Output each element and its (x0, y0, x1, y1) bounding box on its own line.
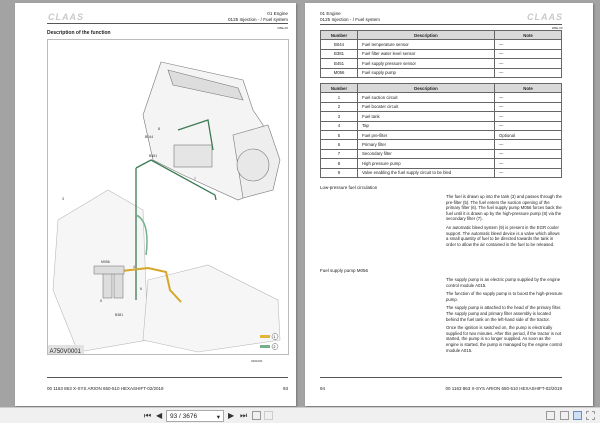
two-page-view-icon[interactable] (573, 411, 582, 420)
table-row (321, 102, 562, 111)
table-cell: Secondary filter (358, 149, 495, 158)
header-subsection: 0125 Injection - / Fuel system (227, 16, 288, 22)
page-number-input[interactable] (166, 410, 224, 422)
table-cell: Fuel tank (358, 112, 495, 121)
table-cell: Primary filter (358, 140, 495, 149)
right-page (305, 3, 593, 406)
single-page-view-icon[interactable] (546, 411, 555, 420)
column-header: Note (495, 84, 562, 93)
table-cell: 8 (321, 159, 358, 168)
table-cell: High pressure pump (358, 159, 495, 168)
table-cell: Tap (358, 121, 495, 130)
table-row (321, 149, 562, 158)
figure-ref: 3201001 (251, 359, 263, 363)
header-section: 01 Engine (320, 11, 341, 16)
footer-doc: 00 1163 863 X-SYS ARION 650-510 HEXASHIFT-02/2019 (47, 386, 164, 391)
last-page-button[interactable]: ⏭ (240, 411, 248, 420)
table-row (321, 49, 562, 58)
sensor-table (320, 30, 562, 78)
callout-5: 5 (100, 299, 102, 303)
table-cell: — (495, 159, 562, 168)
engine-drawing (143, 62, 280, 200)
legend-swatch-2 (260, 345, 270, 348)
table-cell: 9 (321, 168, 358, 177)
prev-page-button[interactable]: ◀ (156, 411, 163, 420)
table-cell: — (495, 112, 562, 121)
claas-logo: CLAAS (48, 12, 84, 22)
continuous-view-icon[interactable] (560, 411, 569, 420)
component-table (320, 83, 562, 178)
table-cell: Fuel temperature sensor (358, 40, 495, 49)
callout-4: 4 (133, 265, 135, 269)
table-cell: Fuel pre-filter (358, 130, 495, 139)
table-cell: — (495, 140, 562, 149)
legend-swatch-1 (260, 335, 270, 338)
table-cell: M056 (321, 68, 358, 77)
table-cell: Fuel supply pressure sensor (358, 59, 495, 68)
low-pressure-text: The fuel is drawn up into the tank (3) and passes through the pre-filter (5). The fuel enters the suction opening of the primary filter (6). The fuel supply pump M056 forces back the fuel until it is drawn up by the high-pressure pump (8) via the secondary filter (7). An automatic bleed system (9) is present in the EGR cooler support. The automatic bleed device is a valve which allows a small quantity of fuel to be directed towards the tank in order to allow the air contained in the fuel to be released. (446, 194, 562, 247)
table-cell: — (495, 102, 562, 111)
column-header: Description (358, 31, 495, 40)
table-cell: B044 (321, 40, 358, 49)
doc-code: DBE-00 (552, 26, 563, 30)
column-header: Note (495, 31, 562, 40)
section-heading: Description of the function (47, 30, 111, 36)
left-page (15, 3, 296, 406)
callout-7: 7 (194, 177, 196, 181)
table-cell: Fuel booster circuit (358, 102, 495, 111)
page-number: 93 (282, 386, 288, 391)
table-cell: 4 (321, 121, 358, 130)
two-page-continuous-icon[interactable] (586, 411, 595, 420)
table-cell: — (495, 49, 562, 58)
table-row (321, 159, 562, 168)
section-title-low-pressure: Low-pressure fuel circulation (320, 185, 378, 190)
label-b451: B451 (149, 154, 158, 158)
table-cell: 6 (321, 140, 358, 149)
table-cell: 7 (321, 149, 358, 158)
table-cell: 5 (321, 130, 358, 139)
chevron-down-icon[interactable]: ▾ (216, 414, 220, 421)
table-cell: 2 (321, 102, 358, 111)
paste-icon[interactable] (264, 411, 273, 420)
page-header (320, 11, 380, 22)
table-cell: 1 (321, 93, 358, 102)
tank-drawing (53, 190, 280, 352)
claas-logo: CLAAS (527, 12, 563, 22)
first-page-button[interactable]: ⏮ (144, 411, 152, 420)
table-cell: — (495, 68, 562, 77)
table-cell: Optional (495, 130, 562, 139)
legend-label-1: 1 (273, 335, 276, 339)
table-cell: — (495, 40, 562, 49)
legend-label-2: 2 (273, 345, 276, 349)
table-cell: — (495, 121, 562, 130)
pdf-toolbar (0, 407, 600, 423)
section-title-supply-pump: Fuel supply pump M056 (320, 268, 369, 273)
table-cell: 3 (321, 112, 358, 121)
label-b044: B044 (145, 135, 154, 139)
table-row (321, 40, 562, 49)
callout-8: 8 (158, 127, 160, 131)
table-row (321, 168, 562, 177)
label-b381: B381 (115, 313, 124, 317)
supply-pump-text: The supply pump is an electric pump supplied by the engine control module A015. The function of the supply pump is to boost the high-pressure pump. The supply pump is attached to the head of the primary filter. The supply pump and primary filter assembly is located behind the fuel tank on the left-hand side of the tractor. Once the ignition is switched on, the pump is electrically supplied for two minutes. After this period, if the tractor is not started, the pump is no longer supplied. As soon as the engine is started, the pump is managed by the engine control module A015. (446, 277, 563, 353)
table-row (321, 59, 562, 68)
table-row (321, 140, 562, 149)
doc-code: DBE-00 (277, 26, 288, 30)
column-header: Description (358, 84, 495, 93)
table-cell: B381 (321, 49, 358, 58)
next-page-button[interactable]: ▶ (228, 411, 235, 420)
figure-code: A750V0001 (49, 349, 81, 355)
table-cell: — (495, 149, 562, 158)
table-row (321, 112, 562, 121)
table-row (321, 130, 562, 139)
callout-6: 6 (140, 287, 142, 291)
header-section: 01 Engine (267, 11, 288, 16)
table-cell: B451 (321, 59, 358, 68)
fuel-system-figure (47, 39, 289, 355)
copy-icon[interactable] (252, 411, 261, 420)
label-m056: M056 (101, 260, 110, 264)
table-cell: — (495, 168, 562, 177)
header-subsection: 0125 Injection - / Fuel system (320, 16, 381, 22)
table-cell: — (495, 59, 562, 68)
table-cell: Fuel filter water level sensor (358, 49, 495, 58)
table-cell: Fuel suction circuit (358, 93, 495, 102)
table-row (321, 121, 562, 130)
column-header: Number (321, 84, 358, 93)
table-cell: Fuel supply pump (358, 68, 495, 77)
table-cell: Valve enabling the fuel supply circuit to be bled (358, 168, 495, 177)
footer-doc: 00 1163 863 X-SYS ARION 650-510 HEXASHIFT-02/2019 (445, 386, 562, 391)
callout-3: 3 (62, 197, 64, 201)
table-cell: — (495, 93, 562, 102)
page-number-value[interactable]: 93 / 3676 (170, 413, 198, 420)
column-header: Number (321, 31, 358, 40)
table-row (321, 93, 562, 102)
page-number: 94 (320, 386, 326, 391)
table-row (321, 68, 562, 77)
page-header (228, 11, 288, 22)
